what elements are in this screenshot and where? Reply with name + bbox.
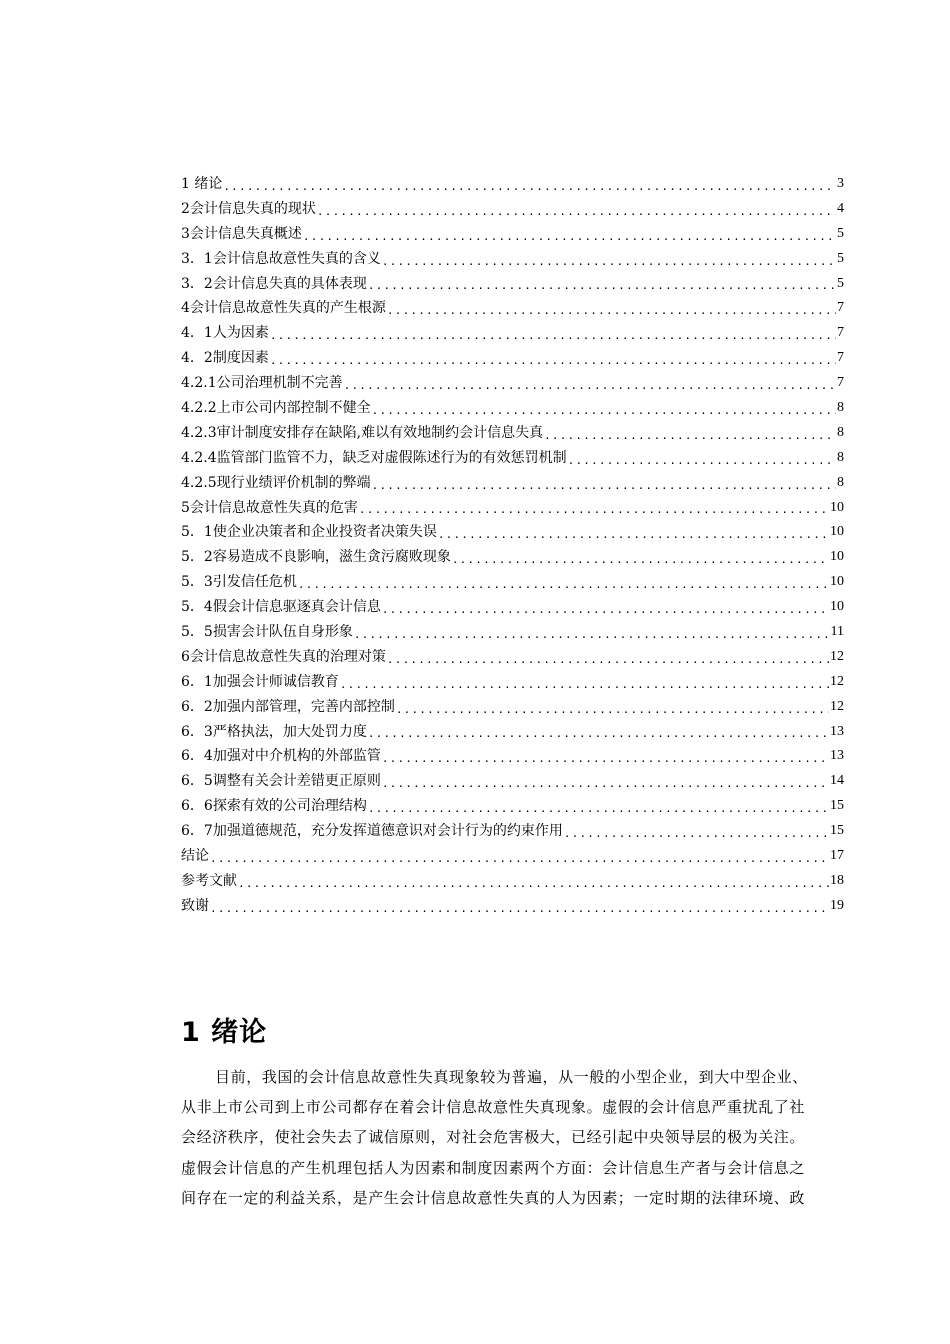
toc-entry-page: 13 bbox=[830, 748, 844, 764]
toc-entry[interactable] bbox=[181, 769, 844, 794]
toc-entry[interactable] bbox=[181, 794, 844, 819]
toc-leader-dots bbox=[298, 575, 829, 595]
toc-entry-page: 7 bbox=[837, 350, 844, 366]
toc-entry[interactable] bbox=[181, 446, 844, 471]
toc-leader-dots bbox=[382, 600, 829, 620]
toc-entry-title: 6．2加强内部管理，完善内部控制 bbox=[181, 698, 395, 715]
toc-entry-page: 14 bbox=[830, 773, 844, 789]
toc-entry[interactable] bbox=[181, 371, 844, 396]
toc-entry-title: 4会计信息故意性失真的产生根源 bbox=[181, 300, 386, 317]
toc-entry[interactable] bbox=[181, 396, 844, 421]
toc-leader-dots bbox=[354, 625, 830, 645]
toc-leader-dots bbox=[396, 700, 829, 720]
toc-entry[interactable] bbox=[181, 894, 844, 919]
toc-leader-dots bbox=[372, 401, 836, 421]
toc-leader-dots bbox=[359, 500, 829, 520]
toc-leader-dots bbox=[270, 351, 836, 371]
toc-entry-title: 5．3引发信任危机 bbox=[181, 574, 297, 591]
toc-entry-title: 2会计信息失真的现状 bbox=[181, 200, 316, 217]
toc-entry-page: 19 bbox=[830, 897, 844, 913]
toc-entry-title: 6．1加强会计师诚信教育 bbox=[181, 673, 339, 690]
toc-entry[interactable] bbox=[181, 172, 844, 197]
toc-leader-dots bbox=[544, 426, 836, 446]
toc-entry-page: 18 bbox=[830, 872, 844, 888]
toc-entry-title: 6．7加强道德规范，充分发挥道德意识对会计行为的约束作用 bbox=[181, 823, 563, 840]
toc-entry[interactable] bbox=[181, 545, 844, 570]
toc-leader-dots bbox=[452, 550, 829, 570]
toc-entry-page: 5 bbox=[837, 275, 844, 291]
toc-entry-page: 8 bbox=[837, 400, 844, 415]
toc-entry[interactable] bbox=[181, 869, 844, 894]
toc-entry-title: 5．2容易造成不良影响，滋生贪污腐败现象 bbox=[181, 549, 451, 566]
toc-entry-title: 结论 bbox=[181, 848, 209, 865]
toc-entry-title: 6．3严格执法，加大处罚力度 bbox=[181, 723, 367, 740]
toc-leader-dots bbox=[382, 749, 829, 769]
toc-entry[interactable] bbox=[181, 595, 844, 620]
toc-entry-title: 6．4加强对中介机构的外部监管 bbox=[181, 748, 381, 765]
toc-entry-page: 15 bbox=[830, 823, 844, 839]
toc-entry[interactable] bbox=[181, 272, 844, 297]
toc-entry-title: 6．6探索有效的公司治理结构 bbox=[181, 798, 367, 815]
toc-leader-dots bbox=[368, 276, 836, 296]
toc-entry-title: 4．2制度因素 bbox=[181, 350, 269, 367]
toc-entry-page: 8 bbox=[837, 474, 844, 490]
toc-entry-page: 10 bbox=[830, 574, 844, 590]
toc-entry[interactable] bbox=[181, 321, 844, 346]
toc-entry-page: 7 bbox=[837, 375, 844, 391]
toc-entry-page: 8 bbox=[837, 449, 844, 465]
toc-leader-dots bbox=[210, 849, 829, 869]
toc-entry-title: 4.2.5现行业绩评价机制的弊端 bbox=[181, 474, 371, 491]
toc-entry[interactable] bbox=[181, 421, 844, 446]
toc-entry-page: 7 bbox=[837, 325, 844, 341]
toc-entry[interactable] bbox=[181, 296, 844, 321]
toc-entry-title: 5．5损害会计队伍自身形象 bbox=[181, 624, 353, 641]
toc-entry[interactable] bbox=[181, 844, 844, 869]
toc-entry-title: 4.2.1公司治理机制不完善 bbox=[181, 375, 343, 392]
toc-leader-dots bbox=[382, 774, 829, 794]
toc-entry[interactable] bbox=[181, 695, 844, 720]
paragraph-line: 会经济秩序，使社会失去了诚信原则，对社会危害极大，已经引起中央领导层的极为关注。 bbox=[181, 1128, 806, 1147]
toc-entry[interactable] bbox=[181, 346, 844, 371]
toc-leader-dots bbox=[210, 899, 829, 919]
toc-leader-dots bbox=[382, 252, 836, 272]
toc-entry[interactable] bbox=[181, 520, 844, 545]
paragraph-line: 从非上市公司到上市公司都存在着会计信息故意性失真现象。虚假的会计信息严重扰乱了社 bbox=[181, 1098, 806, 1117]
toc-entry-page: 5 bbox=[837, 250, 844, 266]
toc-entry[interactable] bbox=[181, 670, 844, 695]
toc-leader-dots bbox=[317, 202, 836, 222]
section-heading: 1 绪论 bbox=[181, 1017, 268, 1048]
toc-entry[interactable] bbox=[181, 744, 844, 769]
section-body bbox=[181, 1062, 851, 1213]
toc-entry-title: 4.2.3审计制度安排存在缺陷,难以有效地制约会计信息失真 bbox=[181, 424, 544, 441]
toc-entry-title: 4．1人为因素 bbox=[181, 325, 269, 342]
toc-entry-title: 5．4假会计信息驱逐真会计信息 bbox=[181, 599, 381, 616]
toc-entry-page: 3 bbox=[837, 175, 844, 191]
toc-leader-dots bbox=[270, 326, 836, 346]
toc-entry-page: 12 bbox=[830, 698, 844, 714]
toc-entry-title: 3会计信息失真概述 bbox=[181, 225, 302, 242]
toc-entry-title: 3．2会计信息失真的具体表现 bbox=[181, 275, 367, 292]
toc-leader-dots bbox=[344, 376, 836, 396]
paragraph-line: 虚假会计信息的产生机理包括人为因素和制度因素两个方面：会计信息生产者与会计信息之 bbox=[181, 1158, 806, 1177]
toc-leader-dots bbox=[303, 227, 836, 247]
toc-entry-page: 10 bbox=[830, 524, 844, 540]
toc-entry[interactable] bbox=[181, 645, 844, 670]
toc-entry[interactable] bbox=[181, 620, 844, 645]
toc-entry-title: 参考文献 bbox=[181, 872, 237, 889]
toc-leader-dots bbox=[387, 301, 836, 321]
paragraph-line: 间存在一定的利益关系，是产生会计信息故意性失真的人为因素；一定时期的法律环境、政 bbox=[181, 1188, 806, 1207]
toc-entry-title: 6会计信息故意性失真的治理对策 bbox=[181, 648, 386, 665]
toc-entry-page: 10 bbox=[830, 599, 844, 615]
toc-entry[interactable] bbox=[181, 819, 844, 844]
toc-entry[interactable] bbox=[181, 197, 844, 222]
table-of-contents bbox=[181, 172, 844, 919]
toc-entry-page: 13 bbox=[830, 723, 844, 739]
toc-leader-dots bbox=[568, 451, 836, 471]
toc-leader-dots bbox=[564, 824, 829, 844]
toc-entry-page: 12 bbox=[830, 648, 844, 664]
toc-entry-title: 致谢 bbox=[181, 897, 209, 914]
toc-entry-title: 5会计信息故意性失真的危害 bbox=[181, 499, 358, 516]
toc-leader-dots bbox=[387, 650, 829, 670]
toc-entry-page: 8 bbox=[837, 424, 844, 440]
toc-entry[interactable] bbox=[181, 720, 844, 745]
toc-entry[interactable] bbox=[181, 247, 844, 272]
toc-leader-dots bbox=[438, 525, 829, 545]
toc-entry-page: 10 bbox=[830, 499, 844, 515]
toc-entry-page: 12 bbox=[830, 673, 844, 689]
toc-leader-dots bbox=[372, 476, 836, 496]
toc-leader-dots bbox=[368, 799, 829, 819]
toc-entry[interactable] bbox=[181, 570, 844, 595]
toc-leader-dots bbox=[340, 675, 829, 695]
toc-entry-page: 17 bbox=[830, 848, 844, 864]
toc-entry-title: 1 绪论 bbox=[181, 175, 223, 192]
toc-entry[interactable] bbox=[181, 222, 844, 247]
toc-entry-page: 10 bbox=[830, 549, 844, 565]
toc-entry-page: 5 bbox=[837, 225, 844, 241]
toc-entry-page: 4 bbox=[837, 200, 844, 216]
toc-entry[interactable] bbox=[181, 496, 844, 521]
toc-entry-title: 4.2.2上市公司内部控制不健全 bbox=[181, 400, 371, 416]
toc-entry-title: 6．5调整有关会计差错更正原则 bbox=[181, 773, 381, 790]
toc-leader-dots bbox=[368, 724, 829, 744]
toc-entry-title: 3．1会计信息故意性失真的含义 bbox=[181, 250, 381, 267]
toc-entry-page: 15 bbox=[830, 798, 844, 814]
toc-leader-dots bbox=[238, 874, 829, 894]
toc-leader-dots bbox=[223, 177, 836, 197]
toc-entry-title: 5．1使企业决策者和企业投资者决策失误 bbox=[181, 524, 437, 541]
paragraph-line: 目前，我国的会计信息故意性失真现象较为普遍，从一般的小型企业，到大中型企业、 bbox=[215, 1068, 808, 1086]
toc-entry-title: 4.2.4监管部门监管不力，缺乏对虚假陈述行为的有效惩罚机制 bbox=[181, 449, 567, 466]
toc-entry-page: 7 bbox=[837, 300, 844, 316]
toc-entry-page: 11 bbox=[830, 624, 844, 640]
toc-entry[interactable] bbox=[181, 471, 844, 496]
